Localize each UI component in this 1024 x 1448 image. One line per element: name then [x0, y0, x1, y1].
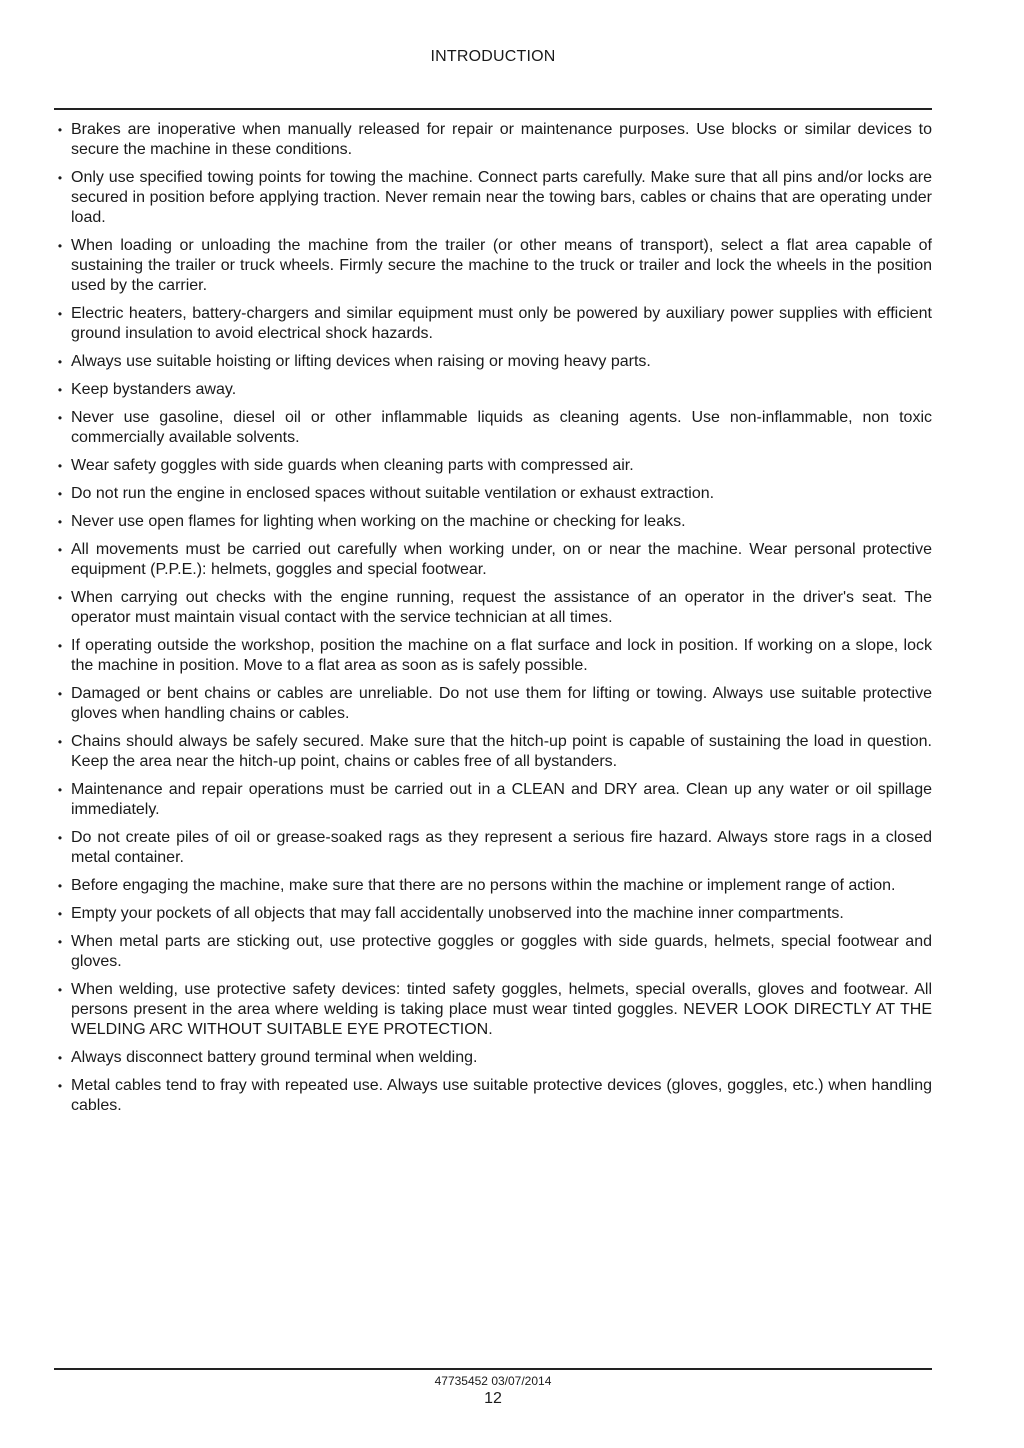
- bullet-icon: •: [57, 935, 63, 949]
- list-item: [54, 484, 932, 504]
- bullet-icon: •: [57, 783, 63, 797]
- list-item-text: Only use specified towing points for towing the machine. Connect parts carefully. Make sure that all pins and/or locks are secured in position before applying traction. Never remain near the towing bars, cables or chains that are operating under load.: [71, 169, 932, 226]
- bullet-icon: •: [57, 171, 63, 185]
- bullet-icon: •: [57, 543, 63, 557]
- list-item-text: Do not run the engine in enclosed spaces without suitable ventilation or exhaust extraction.: [71, 485, 715, 502]
- list-item-text: Always use suitable hoisting or lifting devices when raising or moving heavy parts.: [71, 353, 651, 370]
- footer-page-number: 12: [484, 1390, 502, 1407]
- list-item: [54, 780, 932, 820]
- list-item: [54, 932, 932, 972]
- list-item: [54, 236, 932, 296]
- page-content: [54, 120, 932, 1124]
- list-item-text: Metal cables tend to fray with repeated use. Always use suitable protective devices (gloves, goggles, etc.) when handling cables.: [71, 1077, 932, 1114]
- bullet-icon: •: [57, 383, 63, 397]
- list-item-text: Never use open flames for lighting when working on the machine or checking for leaks.: [71, 513, 686, 530]
- list-item-text: When welding, use protective safety devices: tinted safety goggles, helmets, special overalls, gloves and footwear. All persons present in the area where welding is taking place must wear tinted goggles. NEVER LOOK DIRECTLY AT THE WELDING ARC WITHOUT SUITABLE EYE PROTECTION.: [71, 981, 932, 1038]
- footer-document-reference: 47735452 03/07/2014: [434, 1374, 552, 1388]
- bullet-icon: •: [57, 1079, 63, 1093]
- list-item: [54, 168, 932, 228]
- bullet-icon: •: [57, 879, 63, 893]
- bullet-icon: •: [57, 831, 63, 845]
- list-item: [54, 540, 932, 580]
- bullet-icon: •: [57, 239, 63, 253]
- list-item: [54, 1048, 932, 1068]
- list-item-text: Wear safety goggles with side guards when cleaning parts with compressed air.: [71, 457, 634, 474]
- bullet-icon: •: [57, 459, 63, 473]
- list-item: [54, 352, 932, 372]
- list-item: [54, 980, 932, 1040]
- list-item-text: Empty your pockets of all objects that may fall accidentally unobserved into the machine inner compartments.: [71, 905, 844, 922]
- list-item-text: If operating outside the workshop, position the machine on a flat surface and lock in position. If working on a slope, lock the machine in position. Move to a flat area as soon as is safely possible.: [71, 637, 932, 674]
- list-item: [54, 732, 932, 772]
- list-item-text: When carrying out checks with the engine running, request the assistance of an operator in the driver's seat. The operator must maintain visual contact with the service technician at all times.: [71, 589, 932, 626]
- list-item-text: Keep bystanders away.: [71, 381, 237, 398]
- list-item: [54, 380, 932, 400]
- list-item-text: Electric heaters, battery-chargers and similar equipment must only be powered by auxiliary power supplies with efficient ground insulation to avoid electrical shock hazards.: [71, 305, 932, 342]
- list-item: [54, 636, 932, 676]
- list-item-text: When metal parts are sticking out, use protective goggles or goggles with side guards, helmets, special footwear and gloves.: [71, 933, 932, 970]
- bullet-icon: •: [57, 123, 63, 137]
- list-item: [54, 1076, 932, 1116]
- list-item: [54, 456, 932, 476]
- list-item-text: Always disconnect battery ground terminal when welding.: [71, 1049, 478, 1066]
- page-header-title: INTRODUCTION: [430, 48, 556, 65]
- footer-divider: [54, 1368, 932, 1370]
- bullet-icon: •: [57, 687, 63, 701]
- list-item-text: Brakes are inoperative when manually released for repair or maintenance purposes. Use blocks or similar devices to secure the machine in these conditions.: [71, 121, 932, 158]
- bullet-icon: •: [57, 307, 63, 321]
- bullet-icon: •: [57, 515, 63, 529]
- list-item: [54, 304, 932, 344]
- list-item-text: Never use gasoline, diesel oil or other inflammable liquids as cleaning agents. Use non-inflammable, non toxic commercially available solvents.: [71, 409, 932, 446]
- list-item-text: Damaged or bent chains or cables are unreliable. Do not use them for lifting or towing. Always use suitable protective gloves when handling chains or cables.: [71, 685, 932, 722]
- bullet-icon: •: [57, 907, 63, 921]
- list-item-text: Chains should always be safely secured. Make sure that the hitch-up point is capable of sustaining the load in question. Keep the area near the hitch-up point, chains or cables free of all bystanders.: [71, 733, 932, 770]
- list-item: [54, 828, 932, 868]
- bullet-icon: •: [57, 591, 63, 605]
- safety-bullet-list: [54, 120, 932, 1116]
- bullet-icon: •: [57, 1051, 63, 1065]
- list-item-text: All movements must be carried out carefully when working under, on or near the machine. Wear personal protective equipment (P.P.E.): helmets, goggles and special footwear.: [71, 541, 932, 578]
- list-item: [54, 876, 932, 896]
- list-item: [54, 408, 932, 448]
- list-item: [54, 120, 932, 160]
- list-item-text: Before engaging the machine, make sure that there are no persons within the machine or implement range of action.: [71, 877, 896, 894]
- list-item-text: When loading or unloading the machine from the trailer (or other means of transport), select a flat area capable of sustaining the trailer or truck wheels. Firmly secure the machine to the truck or trailer and lock the wheels in the position used by the carrier.: [71, 237, 932, 294]
- list-item-text: Maintenance and repair operations must be carried out in a CLEAN and DRY area. Clean up any water or oil spillage immediately.: [71, 781, 932, 818]
- list-item: [54, 588, 932, 628]
- list-item-text: Do not create piles of oil or grease-soaked rags as they represent a serious fire hazard. Always store rags in a closed metal container.: [71, 829, 932, 866]
- bullet-icon: •: [57, 487, 63, 501]
- list-item: [54, 684, 932, 724]
- bullet-icon: •: [57, 355, 63, 369]
- bullet-icon: •: [57, 411, 63, 425]
- bullet-icon: •: [57, 983, 63, 997]
- header-divider: [54, 108, 932, 110]
- bullet-icon: •: [57, 639, 63, 653]
- list-item: [54, 904, 932, 924]
- list-item: [54, 512, 932, 532]
- bullet-icon: •: [57, 735, 63, 749]
